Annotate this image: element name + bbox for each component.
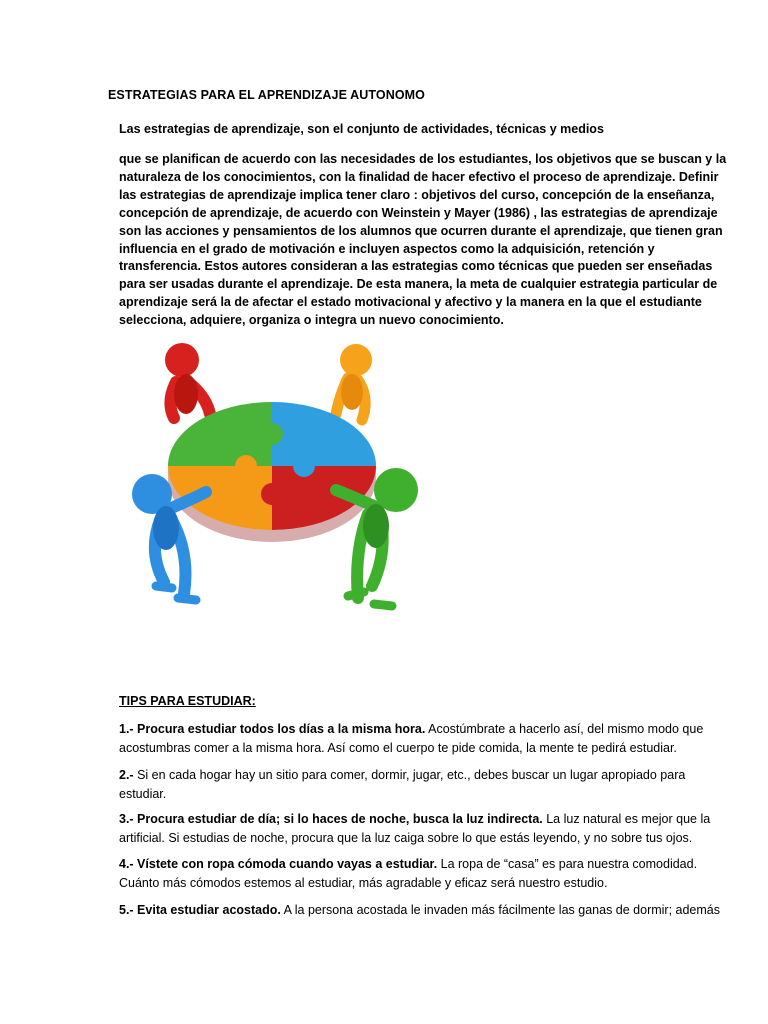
body-paragraph: que se planifican de acuerdo con las necesidades de los estudiantes, los objetivos que se buscan y la naturaleza de los conocimientos, con la finalidad de hacer efectivo el proceso de aprendizaje. Definir las estrategias de aprendizaje implica tener claro : objetivos del curso, concepción de la enseñanza, concepción de aprendizaje, de acuerdo con Weinstein y Mayer (1986) , las estrategias de aprendizaje son las acciones y pensamientos de los alumnos que ocurren durante el aprendizaje, que tienen gran influencia en el grado de motivación e incluyen aspectos como la adquisición, retención y transferencia. Estos autores consideran a las estrategias como técnicas que pueden ser enseñadas para ser usadas durante el aprendizaje. De esta manera, la meta de cualquier estrategia particular de aprendizaje será la de afectar el estado motivacional y afectivo y la manera en la que el estudiante selecciona, adquiere, organiza o integra un nuevo conocimiento.: [119, 152, 727, 328]
tips-heading: TIPS PARA ESTUDIAR:: [119, 694, 256, 708]
tip-1-text: Acostúmbrate a hacerlo así, del mismo modo que acostumbras comer a la misma hora. Así como el cuerpo te pide comida, la mente te pedirá estudiar.: [119, 722, 704, 755]
red-figure: [165, 343, 210, 418]
tip-5-lead: 5.- Evita estudiar acostado.: [119, 903, 281, 917]
puzzle-teamwork-illustration: [126, 342, 426, 624]
tip-1: [119, 720, 733, 757]
green-figure: [336, 468, 418, 606]
puzzle-disc: [168, 402, 376, 542]
tip-2: [119, 766, 733, 803]
blue-figure: [132, 474, 206, 600]
orange-figure: [336, 344, 372, 420]
tip-1-lead: 1.- Procura estudiar todos los días a la misma hora.: [119, 722, 426, 736]
tip-3-lead: 3.- Procura estudiar de día; si lo haces de noche, busca la luz indirecta.: [119, 812, 543, 826]
tip-5-text: A la persona acostada le invaden más fácilmente las ganas de dormir; además: [280, 903, 721, 917]
intro-sentence: Las estrategias de aprendizaje, son el conjunto de actividades, técnicas y medios: [119, 122, 604, 136]
document-title: ESTRATEGIAS PARA EL APRENDIZAJE AUTONOMO: [108, 88, 425, 102]
tip-2-text: Si en cada hogar hay un sitio para comer, dormir, jugar, etc., debes buscar un lugar apropiado para estudiar.: [119, 768, 686, 801]
tip-4-text: La ropa de “casa” es para nuestra comodidad. Cuánto más cómodos estemos al estudiar, más agradable y eficaz será nuestro estudio.: [119, 857, 698, 890]
tip-5: [119, 901, 733, 920]
tip-2-lead: 2.-: [119, 768, 138, 782]
tip-3: [119, 810, 733, 847]
tip-4: [119, 855, 733, 892]
tip-3-text: La luz natural es mejor que la artificial. Si estudias de noche, procura que la luz caiga sobre lo que estás leyendo, y no sobre tus ojos.: [119, 812, 711, 845]
tip-4-lead: 4.- Vístete con ropa cómoda cuando vayas a estudiar.: [119, 857, 438, 871]
